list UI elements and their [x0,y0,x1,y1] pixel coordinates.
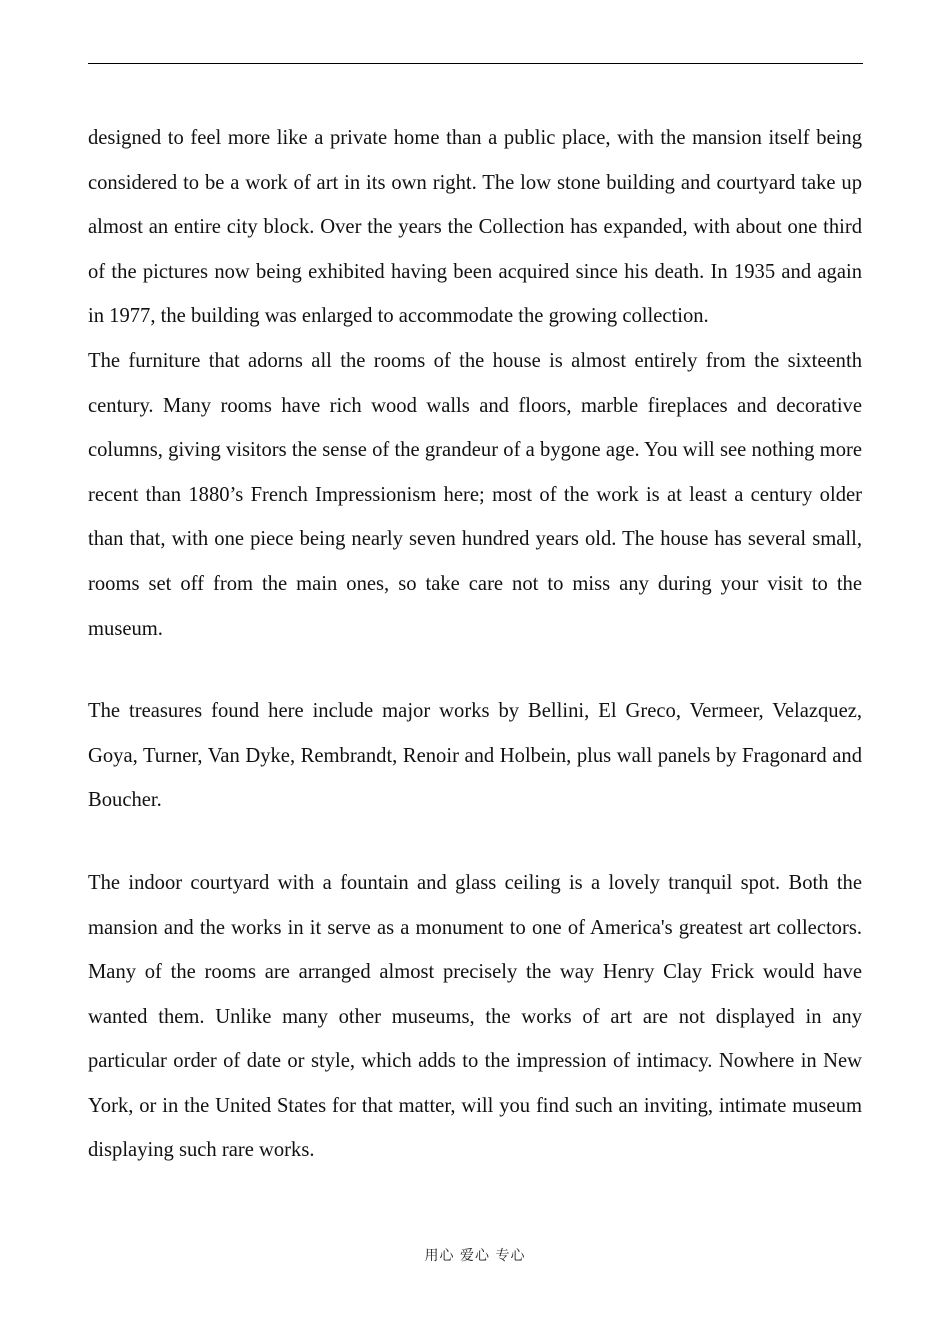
header-rule [88,63,863,64]
page-footer: 用心 爱心 专心 [424,1248,526,1264]
document-body [88,116,862,1173]
paragraph-treasures: The treasures found here include major works by Bellini, El Greco, Vermeer, Velazquez, Goya, Turner, Van Dyke, Rembrandt, Renoir and Holbein, plus wall panels by Fragonard and Boucher. [88,700,862,812]
paragraph-courtyard: The indoor courtyard with a fountain and glass ceiling is a lovely tranquil spot. Both the mansion and the works in it serve as a monument to one of America's greatest art collectors. Many of the rooms are arranged almost precisely the way Henry Clay Frick would have wanted them. Unlike many other museums, the works of art are not displayed in any particular order of date or style, which adds to the impression of intimacy. Nowhere in New York, or in the United States for that matter, will you find such an inviting, intimate museum displaying such rare works. [88,871,862,1162]
paragraph-mansion: designed to feel more like a private home than a public place, with the mansion itself being considered to be a work of art in its own right. The low stone building and courtyard take up almost an entire city block. Over the years the Collection has expanded, with about one third of the pictures now being exhibited having been acquired since his death. In 1935 and again in 1977, the building was enlarged to accommodate the growing collection. [88,127,862,328]
paragraph-furniture: The furniture that adorns all the rooms of the house is almost entirely from the sixteenth century. Many rooms have rich wood walls and floors, marble fireplaces and decorative columns, giving visitors the sense of the grandeur of a bygone age. You will see nothing more recent than 1880’s French Impressionism here; most of the work is at least a century older than that, with one piece being nearly seven hundred years old. The house has several small, rooms set off from the main ones, so take care not to miss any during your visit to the museum. [88,349,862,640]
